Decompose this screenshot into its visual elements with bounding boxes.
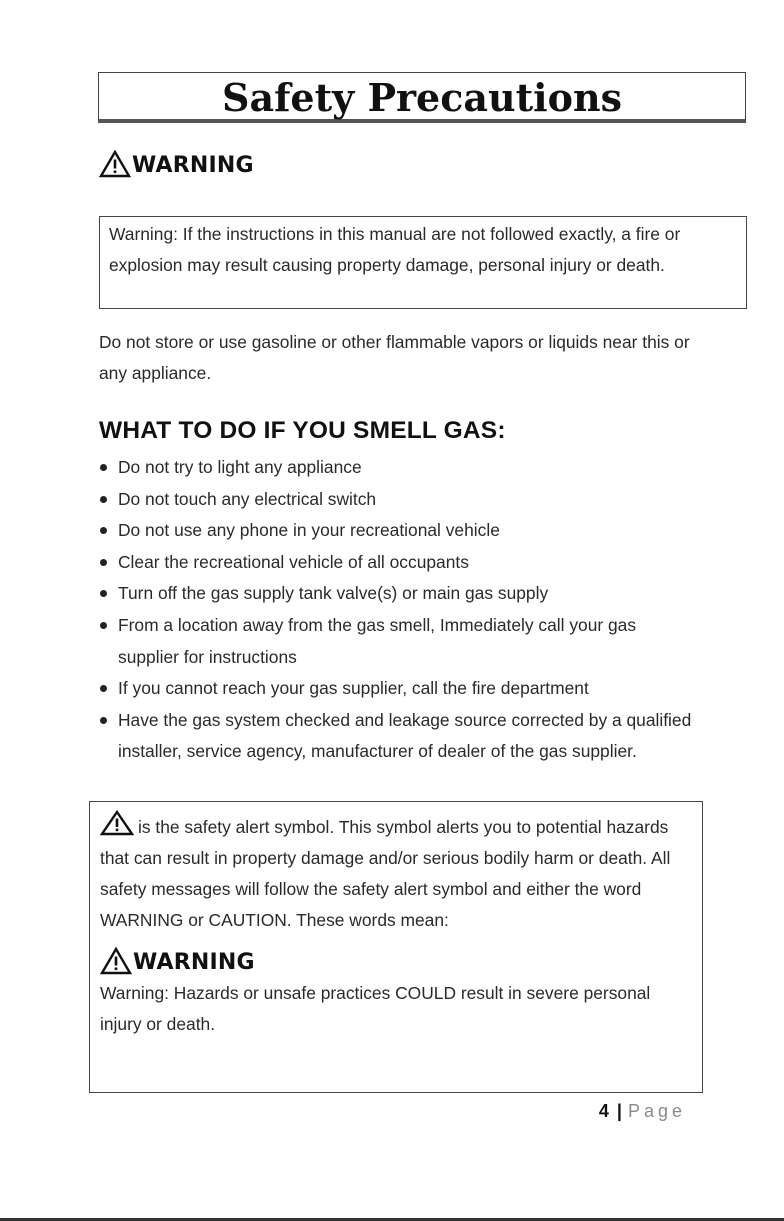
list-item: Clear the recreational vehicle of all occupants xyxy=(99,547,699,579)
warning-heading-top xyxy=(99,150,254,178)
bullet-icon xyxy=(100,464,107,471)
page-title: Safety Precautions xyxy=(222,75,622,120)
bullet-icon xyxy=(100,559,107,566)
list-item: Do not touch any electrical switch xyxy=(99,484,699,516)
warning-definition: Warning: Hazards or unsafe practices COULD result in severe personal injury or death. xyxy=(100,983,651,1034)
footer-separator: | xyxy=(616,1101,622,1121)
smell-gas-list xyxy=(99,452,699,768)
bullet-icon xyxy=(100,496,107,503)
warning-triangle-icon xyxy=(99,150,131,178)
list-item: Do not try to light any appliance xyxy=(99,452,699,484)
list-item: Have the gas system checked and leakage source corrected by a qualified installer, service agency, manufacturer of dealer of the gas supplier. xyxy=(99,705,699,768)
bullet-icon xyxy=(100,622,107,629)
alert-symbol-explanation: is the safety alert symbol. This symbol alerts you to potential hazards that can result in property damage and/or serious bodily harm or death. All safety messages will follow the safety alert symbol and either the word WARNING or CAUTION. These words mean: xyxy=(100,810,694,936)
bullet-icon xyxy=(100,590,107,597)
warning-box xyxy=(99,216,747,309)
list-item: From a location away from the gas smell, Immediately call your gas supplier for instructions xyxy=(99,610,699,673)
warning-label: WARNING xyxy=(132,153,254,178)
warning-label: WARNING xyxy=(133,950,255,975)
warning-box-text: Warning: If the instructions in this manual are not followed exactly, a fire or explosion may result causing property damage, personal injury or death. xyxy=(109,224,681,275)
list-item: Turn off the gas supply tank valve(s) or main gas supply xyxy=(99,578,699,610)
title-box xyxy=(98,72,746,123)
list-item: If you cannot reach your gas supplier, call the fire department xyxy=(99,673,699,705)
bullet-icon xyxy=(100,527,107,534)
page-footer xyxy=(599,1098,686,1124)
smell-gas-heading: WHAT TO DO IF YOU SMELL GAS: xyxy=(99,417,506,444)
storage-warning-text: Do not store or use gasoline or other flammable vapors or liquids near this or any appliance. xyxy=(99,332,690,383)
list-item: Do not use any phone in your recreational vehicle xyxy=(99,515,699,547)
bullet-icon xyxy=(100,717,107,724)
safety-alert-box xyxy=(89,801,703,1093)
warning-triangle-icon xyxy=(100,810,134,836)
page-label: Page xyxy=(627,1101,686,1121)
warning-triangle-icon xyxy=(100,947,132,975)
bullet-icon xyxy=(100,685,107,692)
page-number: 4 xyxy=(598,1101,609,1121)
warning-heading-bottom xyxy=(100,947,694,975)
